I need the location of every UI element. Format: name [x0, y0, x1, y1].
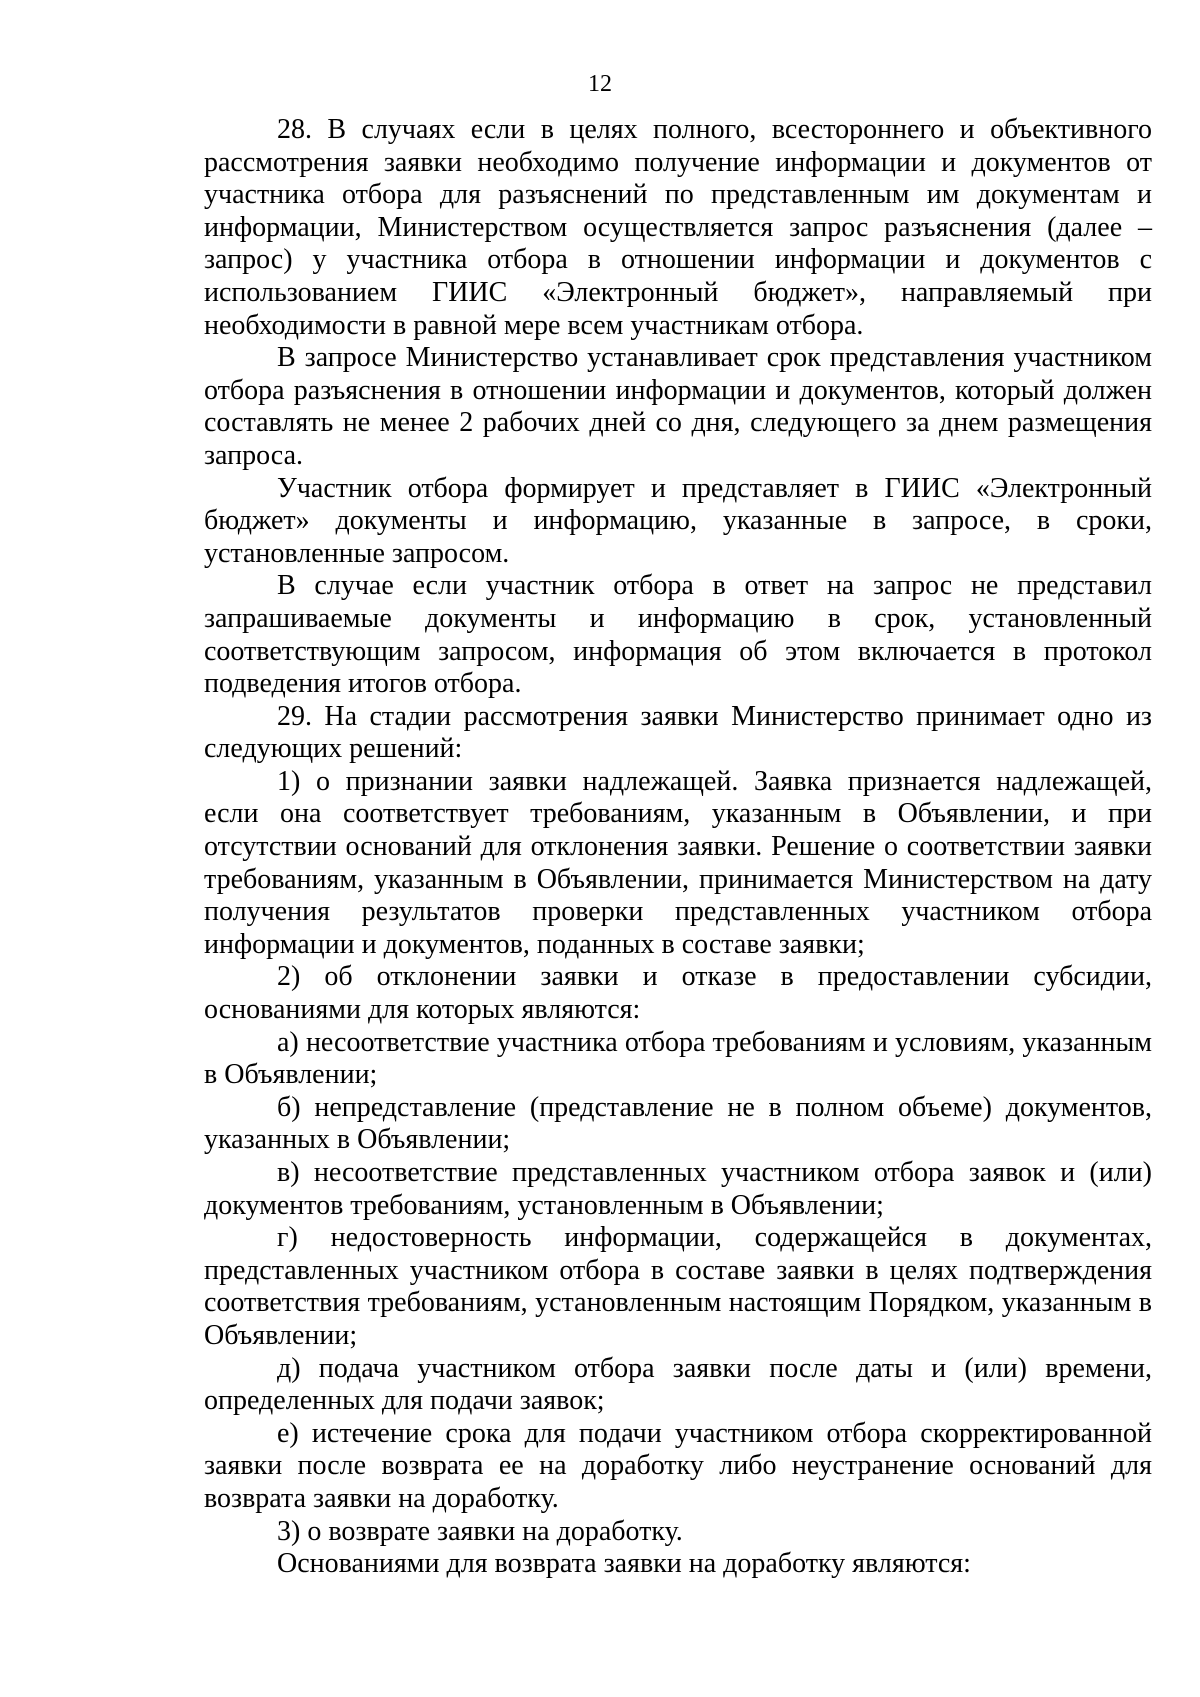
paragraph-participant-submits: Участник отбора формирует и представляет в ГИИС «Электронный бюджет» документы и информацию, указанные в запросе, в сроки, установленные запросом.: [204, 472, 1152, 569]
list-item-2: 2) об отклонении заявки и отказе в предоставлении субсидии, основаниями для которых являются:: [204, 961, 1152, 1026]
list-item-2a: а) несоответствие участника отбора требованиям и условиям, указанным в Объявлении;: [204, 1026, 1152, 1091]
list-item-2e: е) истечение срока для подачи участником отбора скорректированной заявки после возврата ее на доработку либо неустранение оснований для возврата заявки на доработку.: [204, 1417, 1152, 1514]
list-item-2g: г) недостоверность информации, содержащейся в документах, представленных участником отбора в составе заявки в целях подтверждения соответствия требованиям, установленным настоящим Порядком, указанным в Объявлении;: [204, 1222, 1152, 1351]
document-body: [204, 114, 1152, 1581]
list-item-2d: д) подача участником отбора заявки после даты и (или) времени, определенных для подачи заявок;: [204, 1352, 1152, 1417]
list-item-3: 3) о возврате заявки на доработку.: [277, 1515, 683, 1547]
list-item-1: 1) о признании заявки надлежащей. Заявка признается надлежащей, если она соответствует требованиям, указанным в Объявлении, и при отсутствии оснований для отклонения заявки. Решение о соответствии заявки требованиям, указанным в Объявлении, принимается Министерством на дату получения результатов проверки представленных участником отбора информации и документов, поданных в составе заявки;: [204, 765, 1152, 960]
paragraph-request-term: В запросе Министерство устанавливает срок представления участником отбора разъяснения в отношении информации и документов, который должен составлять не менее 2 рабочих дней со дня, следующего за днем размещения запроса.: [204, 342, 1152, 471]
list-item-2b: б) непредставление (представление не в полном объеме) документов, указанных в Объявлении;: [204, 1091, 1152, 1156]
list-item-2v: в) несоответствие представленных участником отбора заявок и (или) документов требованиям, установленным в Объявлении;: [204, 1157, 1152, 1221]
paragraph-29: 29. На стадии рассмотрения заявки Министерство принимает одно из следующих решений:: [204, 700, 1152, 765]
paragraph-28: 28. В случаях если в целях полного, всестороннего и объективного рассмотрения заявки необходимо получение информации и документов от участника отбора для разъяснений по представленным им документам и информации, Министерством осуществляется запрос разъяснения (далее – запрос) у участника отбора в отношении информации и документов с использованием ГИИС «Электронный бюджет», направляемый при необходимости в равной мере всем участникам отбора.: [204, 114, 1152, 341]
page-number: 12: [588, 71, 612, 97]
paragraph-no-response: В случае если участник отбора в ответ на запрос не представил запрашиваемые документы и информацию в срок, установленный соответствующим запросом, информация об этом включается в протокол подведения итогов отбора.: [204, 570, 1152, 700]
paragraph-return-grounds: Основаниями для возврата заявки на доработку являются:: [277, 1548, 971, 1580]
